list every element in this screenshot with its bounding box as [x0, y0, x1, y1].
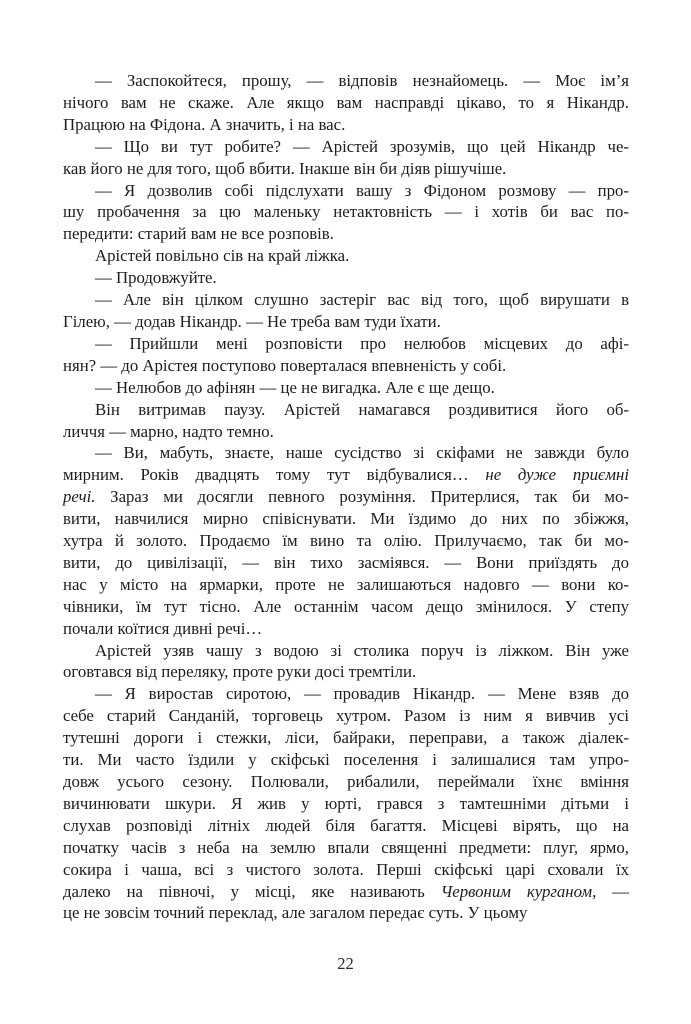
- text-run: — Нелюбов до афінян — це не вигадка. Але є ще дещо.: [95, 377, 495, 397]
- text-line: [63, 837, 629, 859]
- text-run: нян? — до Арістея поступово поверталася впевненість у собі.: [63, 355, 507, 375]
- text-line: [63, 201, 629, 223]
- text-run: оговтався від переляку, проте руки досі тремтіли.: [63, 662, 417, 682]
- text-line: [63, 464, 629, 486]
- paragraph: [63, 399, 629, 443]
- text-run: Працюю на Фідона. А значить, і на вас.: [63, 114, 346, 134]
- text-run: — Ви, мабуть, знаєте, наше сусідство зі скіфами не завжди було: [95, 443, 629, 463]
- paragraph: [63, 245, 629, 267]
- paragraph: [63, 442, 629, 639]
- paragraph: [63, 289, 629, 333]
- text-line: [63, 114, 629, 136]
- text-line: [63, 180, 629, 202]
- italic-text-run: Червоним курганом: [440, 881, 593, 901]
- text-line: [63, 552, 629, 574]
- text-run: слухав розповіді літніх людей біля багаття. Місцеві вірять, що на: [63, 815, 629, 835]
- text-run: , —: [592, 881, 630, 901]
- paragraph: [63, 180, 629, 246]
- text-line: [63, 508, 629, 530]
- text-line: [63, 486, 629, 508]
- text-line: [63, 596, 629, 618]
- text-run: тутешні дороги і стежки, ліси, байраки, переправи, а також діалек-: [63, 728, 629, 748]
- text-run: сокира і чаша, всі з чистого золота. Перші скіфські царі сховали їх: [63, 859, 629, 879]
- text-line: [63, 793, 629, 815]
- text-line: [63, 136, 629, 158]
- text-line: [63, 399, 629, 421]
- text-run: нас у місто на ярмарки, проте не залишаються надовго — вони ко-: [63, 574, 629, 594]
- text-run: себе старий Санданій, торговець хутром. Разом із ним я вивчив усі: [63, 706, 629, 726]
- text-run: почали коїтися дивні речі…: [63, 618, 263, 638]
- paragraph: [63, 333, 629, 377]
- text-line: [63, 749, 629, 771]
- text-run: — Заспокойтеся, прошу, — відповів незнайомець. — Моє ім’я: [95, 71, 629, 90]
- italic-text-run: речі.: [63, 487, 96, 507]
- text-run: чівники, їм тут тісно. Але останнім часом дещо змінилося. У степу: [63, 596, 629, 616]
- text-line: [63, 223, 629, 245]
- text-line: [63, 574, 629, 596]
- text-run: Арістей узяв чашу з водою зі столика поруч із ліжком. Він уже: [95, 640, 629, 660]
- text-line: [63, 661, 629, 683]
- paragraph: [63, 267, 629, 289]
- text-run: — Я дозволив собі підслухати вашу з Фідоном розмову — про-: [95, 180, 629, 200]
- text-run: личчя — марно, надто темно.: [63, 421, 274, 441]
- text-run: далеко на півночі, у місці, яке називають: [63, 881, 441, 901]
- text-line: [63, 442, 629, 464]
- text-line: [63, 92, 629, 114]
- text-run: — Продовжуйте.: [95, 268, 217, 288]
- text-line: [63, 267, 629, 289]
- text-run: хутра й золото. Продаємо їм вино та олію. Прилучаємо, так би мо-: [63, 531, 629, 551]
- paragraph: [63, 683, 629, 924]
- text-line: [63, 727, 629, 749]
- text-line: [63, 158, 629, 180]
- text-run: — Прийшли мені розповісти про нелюбов місцевих до афі-: [95, 333, 629, 353]
- text-line: [63, 355, 629, 377]
- text-line: [63, 771, 629, 793]
- text-run: Він витримав паузу. Арістей намагався роздивитися його об-: [95, 399, 629, 419]
- text-line: [63, 618, 629, 640]
- text-line: [63, 902, 629, 924]
- text-line: [63, 683, 629, 705]
- text-run: нічого вам не скаже. Але якщо вам насправді цікаво, то я Нікандр.: [63, 92, 629, 112]
- text-run: вити, навчилися мирно співіснувати. Ми їздимо до них по збіжжя,: [63, 509, 629, 529]
- paragraph: [63, 377, 629, 399]
- text-line: [63, 245, 629, 267]
- text-line: [63, 311, 629, 333]
- text-run: довж усього сезону. Полювали, рибалили, переймали їхнє вміння: [63, 772, 629, 791]
- text-line: [63, 705, 629, 727]
- text-run: вичинювати шкури. Я жив у юрті, грався з тамтешніми дітьми і: [63, 793, 629, 813]
- paragraph: [63, 70, 629, 136]
- text-run: це не зовсім точний переклад, але загалом передає суть. У цьому: [63, 903, 528, 923]
- text-line: [63, 289, 629, 311]
- text-run: — Що ви тут робите? — Арістей зрозумів, що цей Нікандр че-: [95, 136, 629, 156]
- text-line: [63, 859, 629, 881]
- page-number: 22: [337, 954, 354, 973]
- page-text: [63, 70, 629, 924]
- text-line: [63, 70, 629, 92]
- text-line: [63, 530, 629, 552]
- text-run: мирним. Років двадцять тому тут відбувалися…: [63, 465, 486, 485]
- text-run: передити: старий вам не все розповів.: [63, 224, 334, 244]
- text-run: — Я виростав сиротою, — провадив Нікандр. — Мене взяв до: [95, 684, 629, 704]
- text-line: [63, 640, 629, 662]
- text-run: Гілею, — додав Нікандр. — Не треба вам туди їхати.: [63, 311, 441, 331]
- text-line: [63, 421, 629, 443]
- text-run: Зараз ми досягли певного розуміння. Притерлися, так би мо-: [95, 487, 629, 507]
- text-run: вити, до цивілізації, — він тихо засміявся. — Вони приїздять до: [63, 552, 629, 572]
- text-run: шу пробачення за цю маленьку нетактовність — і хотів би вас по-: [63, 202, 629, 222]
- text-line: [63, 333, 629, 355]
- text-run: — Але він цілком слушно застеріг вас від того, щоб вирушати в: [95, 290, 629, 310]
- text-run: початку часів з неба на землю впали священні предмети: плуг, ярмо,: [63, 837, 629, 857]
- paragraph: [63, 136, 629, 180]
- text-line: [63, 815, 629, 837]
- text-run: ти. Ми часто їздили у скіфські поселення і залишалися там упро-: [63, 750, 629, 770]
- italic-text-run: не дуже приємні: [485, 465, 629, 485]
- text-run: Арістей повільно сів на край ліжка.: [95, 246, 350, 266]
- text-run: кав його не для того, щоб вбити. Інакше він би діяв рішучіше.: [63, 158, 507, 178]
- text-line: [63, 377, 629, 399]
- paragraph: [63, 640, 629, 684]
- text-line: [63, 881, 629, 903]
